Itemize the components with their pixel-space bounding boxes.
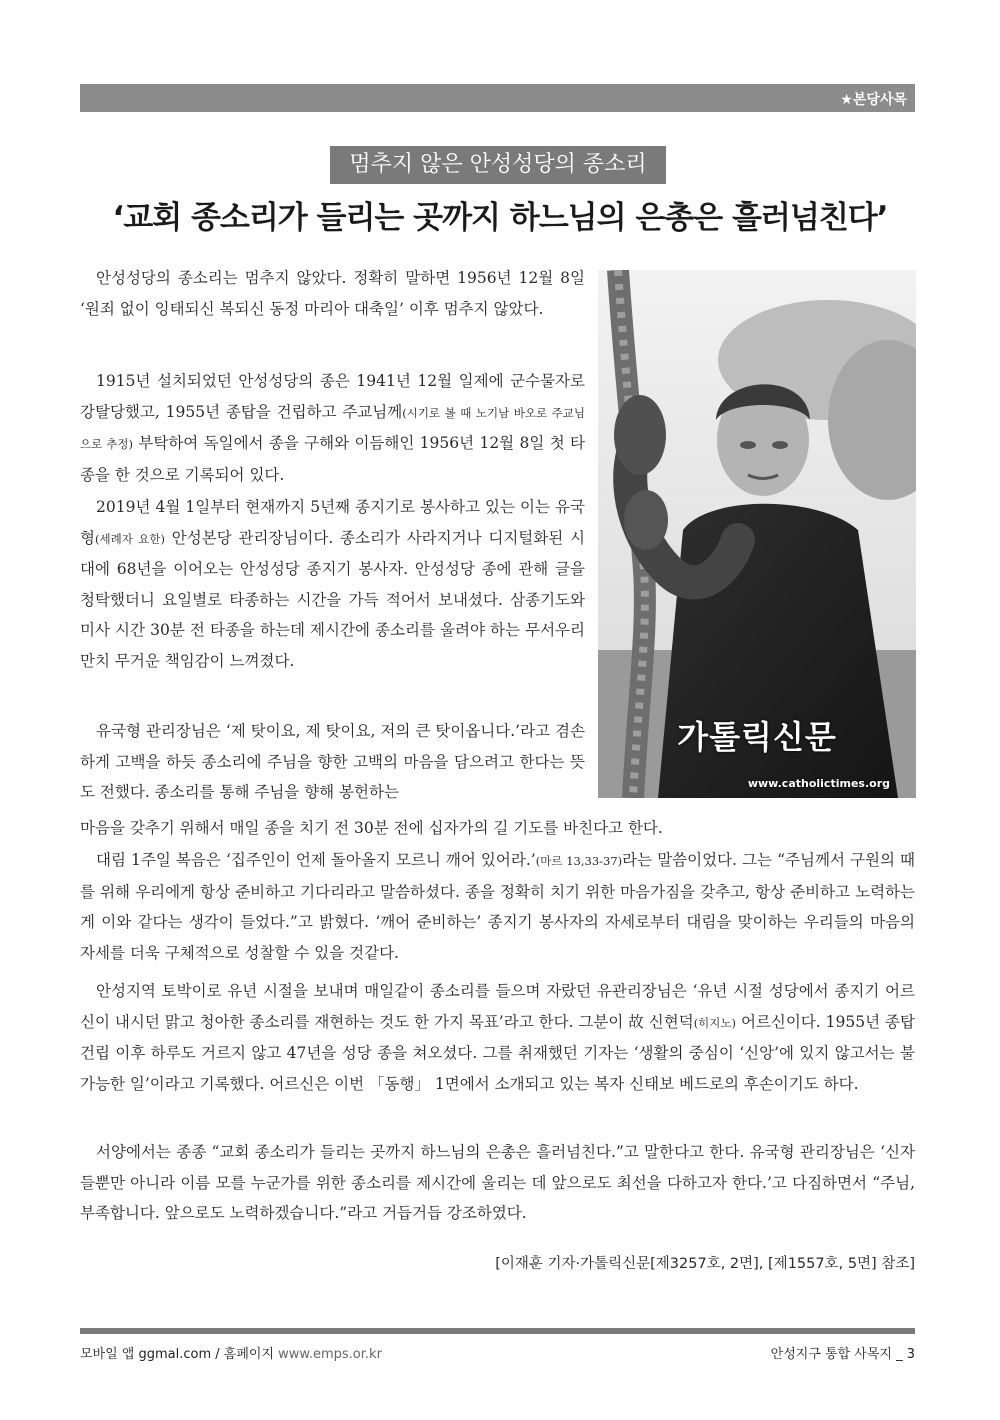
section-label: ★본당사목 [840,92,907,108]
footer-homepage-url: www.emps.or.kr [278,1347,382,1362]
photo-watermark: 가톨릭신문 [677,718,837,756]
footer-rule [80,1328,915,1334]
article-headline: ‘교회 종소리가 들리는 곳까지 하느님의 은총은 흘러넘친다’ [112,200,888,236]
header-bar [80,84,915,112]
paragraph-6: 안성지역 토박이로 유년 시절을 보내며 매일같이 종소리를 들으며 자랐던 유관리장님은 ‘유년 시절 성당에서 종지기 어르신이 내시던 맑고 청아한 종소리를 재현하는 것도 한 가지 목표’라고 한다. 그분이 故 신현덕(히지노) 어르신이다. 1955년 종탑 건립 이후 하루도 거르지 않고 47년을 성당 종을 쳐오셨다. 그를 취재했던 기자는 ‘생활의 중심이 ‘신앙’에 있지 않고서는 불가능한 일’이라고 기록했다. 어르신은 이번 「동행」 1면에서 소개되고 있는 복자 신태보 베드로의 후손이기도 하다. [80,982,915,1093]
bell-ringer-photo [598,270,916,798]
photo-watermark-url: www.catholictimes.org [747,777,890,790]
article-kicker: 멈추지 않은 안성성당의 종소리 [330,146,666,184]
paragraph-3: 2019년 4월 1일부터 현재까지 5년째 종지기로 봉사하고 있는 이는 유국형(세례자 요한) 안성본당 관리장님이다. 종소리가 사라지거나 디지털화된 시대에 68년을 이어오는 안성성당 종지기 봉사자. 안성성당 종에 관해 글을 청탁했더니 요일별로 타종하는 시간을 가득 적어서 보내셨다. 삼종기도와 미사 시간 30분 전 타종을 하는데 제시간에 종소리를 울려야 하는 무서우리만치 무거운 책임감이 느껴졌다. [80,498,585,670]
footer-contact-label: 모바일 앱 ggmal.com / 홈페이지 [80,1347,279,1362]
paragraph-2: 1915년 설치되었던 안성성당의 종은 1941년 12월 일제에 군수물자로 강탈당했고, 1955년 종탑을 건립하고 주교님께(시기로 볼 때 노기남 바오로 주교님으로 추정) 부탁하여 독일에서 종을 구해와 이듬해인 1956년 12월 8일 첫 타종을 한 것으로 기록되어 있다. [80,372,585,484]
paragraph-7: 서양에서는 종종 “교회 종소리가 들리는 곳까지 하느님의 은총은 흘러넘친다.”고 말한다고 한다. 유국형 관리장님은 ‘신자들뿐만 아니라 이름 모를 누군가를 위한 종소리를 제시간에 울리는 데 앞으로도 최선을 다하고자 한다.’고 다짐하면서 “주님, 부족합니다. 앞으로도 노력하겠습니다.”라고 거듭거듭 강조하였다. [80,1143,915,1222]
footer-contact [80,1343,382,1362]
paragraph-5: 대림 1주일 복음은 ‘집주인이 언제 돌아올지 모르니 깨어 있어라.’(마르 13,33-37)라는 말씀이었다. 그는 “주님께서 구원의 때를 위해 우리에게 항상 준비하고 기다리라고 말씀하셨다. 종을 정확히 치기 위한 마음가짐을 갖추고, 항상 준비하고 노력하는 게 이와 같다는 생각이 들었다.”고 밝혔다. ‘깨어 준비하는’ 종지기 봉사자의 자세로부터 대림을 맞이하는 우리들의 마음의 자세를 더욱 구체적으로 성찰할 수 있을 것같다. [80,851,915,962]
footer-page-info: 안성지구 통합 사목지 _ 3 [770,1347,915,1362]
paragraph-1: 안성성당의 종소리는 멈추지 않았다. 정확히 말하면 1956년 12월 8일 ‘원죄 없이 잉태되신 복되신 동정 마리아 대축일’ 이후 멈추지 않았다. [80,269,585,318]
article-citation: [이재훈 기자·가톨릭신문[제3257호, 2면], [제1557호, 5면] 참조] [495,1256,915,1272]
paragraph-4-continued: 마음을 갖추기 위해서 매일 종을 치기 전 30분 전에 십자가의 길 기도를 바친다고 한다. [80,819,663,837]
paragraph-4: 유국형 관리장님은 ‘제 탓이요, 제 탓이요, 저의 큰 탓이옵니다.’라고 겸손하게 고백을 하듯 종소리에 주님을 향한 고백의 마음을 담으려고 한다는 뜻도 전했다. 종소리를 통해 주님을 향해 봉헌하는 [80,722,585,801]
